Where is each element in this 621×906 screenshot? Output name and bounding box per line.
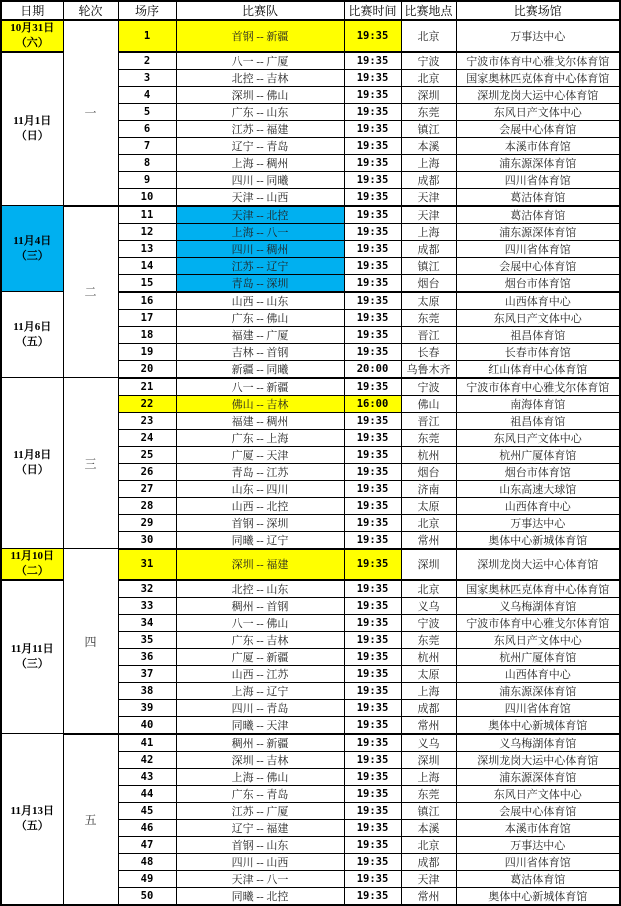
venue-cell: 奥体中心新城体育馆 xyxy=(456,887,620,905)
date-cell xyxy=(1,734,63,905)
venue-cell: 四川省体育馆 xyxy=(456,171,620,188)
city-cell: 镇江 xyxy=(401,120,456,137)
match-no-cell: 3 xyxy=(118,69,176,86)
teams-cell: 山西 -- 江苏 xyxy=(176,665,344,682)
city-cell: 宁波 xyxy=(401,614,456,631)
teams-cell: 八一 -- 新疆 xyxy=(176,378,344,396)
teams-cell: 天津 -- 山西 xyxy=(176,188,344,206)
date-text: 11月4日 xyxy=(13,234,52,247)
teams-cell: 广东 -- 佛山 xyxy=(176,309,344,326)
venue-cell: 东风日产文体中心 xyxy=(456,429,620,446)
teams-cell: 稠州 -- 首钢 xyxy=(176,597,344,614)
venue-cell: 国家奥林匹克体育中心体育馆 xyxy=(456,580,620,598)
teams-cell: 首钢 -- 深圳 xyxy=(176,514,344,531)
table-body xyxy=(1,20,620,905)
match-no-cell: 9 xyxy=(118,171,176,188)
time-cell: 19:35 xyxy=(344,549,401,580)
city-cell: 天津 xyxy=(401,206,456,224)
venue-cell: 烟台市体育馆 xyxy=(456,463,620,480)
weekday-text: （五） xyxy=(15,335,49,348)
city-cell: 深圳 xyxy=(401,751,456,768)
city-cell: 太原 xyxy=(401,497,456,514)
teams-cell: 首钢 -- 山东 xyxy=(176,836,344,853)
time-cell: 19:35 xyxy=(344,870,401,887)
match-no-cell: 28 xyxy=(118,497,176,514)
time-cell: 19:35 xyxy=(344,309,401,326)
city-cell: 北京 xyxy=(401,836,456,853)
match-no-cell: 41 xyxy=(118,734,176,752)
date-text: 11月6日 xyxy=(13,320,52,333)
header-city: 比赛地点 xyxy=(401,1,456,20)
venue-cell: 深圳龙岗大运中心体育馆 xyxy=(456,751,620,768)
match-no-cell: 34 xyxy=(118,614,176,631)
city-cell: 乌鲁木齐 xyxy=(401,360,456,378)
time-cell: 19:35 xyxy=(344,274,401,292)
venue-cell: 本溪市体育馆 xyxy=(456,819,620,836)
match-no-cell: 26 xyxy=(118,463,176,480)
time-cell: 19:35 xyxy=(344,137,401,154)
city-cell: 本溪 xyxy=(401,819,456,836)
teams-cell: 同曦 -- 天津 xyxy=(176,716,344,734)
city-cell: 上海 xyxy=(401,768,456,785)
venue-cell: 山西体育中心 xyxy=(456,497,620,514)
date-text: 11月8日 xyxy=(13,449,52,462)
time-cell: 19:35 xyxy=(344,682,401,699)
city-cell: 东莞 xyxy=(401,103,456,120)
date-cell xyxy=(1,52,63,206)
city-cell: 深圳 xyxy=(401,86,456,103)
match-no-cell: 27 xyxy=(118,480,176,497)
teams-cell: 八一 -- 广厦 xyxy=(176,52,344,70)
teams-cell: 上海 -- 稠州 xyxy=(176,154,344,171)
city-cell: 晋江 xyxy=(401,326,456,343)
match-no-cell: 16 xyxy=(118,292,176,310)
weekday-text: （三） xyxy=(15,658,49,671)
city-cell: 杭州 xyxy=(401,648,456,665)
venue-cell: 山西体育中心 xyxy=(456,292,620,310)
time-cell: 19:35 xyxy=(344,292,401,310)
table-row xyxy=(1,20,620,52)
city-cell: 成都 xyxy=(401,240,456,257)
teams-cell: 四川 -- 青岛 xyxy=(176,699,344,716)
venue-cell: 深圳龙岗大运中心体育馆 xyxy=(456,86,620,103)
teams-cell: 稠州 -- 新疆 xyxy=(176,734,344,752)
date-cell xyxy=(1,580,63,734)
time-cell: 19:35 xyxy=(344,614,401,631)
time-cell: 19:35 xyxy=(344,699,401,716)
city-cell: 北京 xyxy=(401,580,456,598)
time-cell: 19:35 xyxy=(344,171,401,188)
venue-cell: 宁波市体育中心雅戈尔体育馆 xyxy=(456,378,620,396)
city-cell: 天津 xyxy=(401,188,456,206)
weekday-text: （六） xyxy=(15,36,49,49)
city-cell: 常州 xyxy=(401,887,456,905)
date-text: 11月1日 xyxy=(13,115,52,128)
city-cell: 天津 xyxy=(401,870,456,887)
match-no-cell: 4 xyxy=(118,86,176,103)
header-venue: 比赛场馆 xyxy=(456,1,620,20)
teams-cell: 八一 -- 佛山 xyxy=(176,614,344,631)
city-cell: 上海 xyxy=(401,682,456,699)
time-cell: 19:35 xyxy=(344,819,401,836)
teams-cell: 上海 -- 八一 xyxy=(176,223,344,240)
match-no-cell: 1 xyxy=(118,20,176,52)
city-cell: 镇江 xyxy=(401,802,456,819)
time-cell: 19:35 xyxy=(344,497,401,514)
venue-cell: 烟台市体育馆 xyxy=(456,274,620,292)
time-cell: 19:35 xyxy=(344,446,401,463)
teams-cell: 上海 -- 辽宁 xyxy=(176,682,344,699)
match-no-cell: 35 xyxy=(118,631,176,648)
teams-cell: 广东 -- 上海 xyxy=(176,429,344,446)
teams-cell: 江苏 -- 辽宁 xyxy=(176,257,344,274)
teams-cell: 四川 -- 山西 xyxy=(176,853,344,870)
match-no-cell: 48 xyxy=(118,853,176,870)
venue-cell: 长春市体育馆 xyxy=(456,343,620,360)
match-no-cell: 31 xyxy=(118,549,176,580)
match-no-cell: 22 xyxy=(118,395,176,412)
time-cell: 19:35 xyxy=(344,154,401,171)
table-header xyxy=(1,1,620,20)
time-cell: 19:35 xyxy=(344,716,401,734)
city-cell: 宁波 xyxy=(401,378,456,396)
time-cell: 19:35 xyxy=(344,785,401,802)
venue-cell: 浦东源深体育馆 xyxy=(456,768,620,785)
match-no-cell: 14 xyxy=(118,257,176,274)
city-cell: 宁波 xyxy=(401,52,456,70)
date-cell xyxy=(1,378,63,549)
teams-cell: 广厦 -- 新疆 xyxy=(176,648,344,665)
match-no-cell: 19 xyxy=(118,343,176,360)
time-cell: 19:35 xyxy=(344,188,401,206)
teams-cell: 首钢 -- 新疆 xyxy=(176,20,344,52)
time-cell: 19:35 xyxy=(344,580,401,598)
match-no-cell: 12 xyxy=(118,223,176,240)
match-no-cell: 13 xyxy=(118,240,176,257)
teams-cell: 天津 -- 八一 xyxy=(176,870,344,887)
header-row xyxy=(1,1,620,20)
teams-cell: 青岛 -- 江苏 xyxy=(176,463,344,480)
time-cell: 19:35 xyxy=(344,836,401,853)
weekday-text: （日） xyxy=(15,464,49,477)
teams-cell: 江苏 -- 广厦 xyxy=(176,802,344,819)
teams-cell: 同曦 -- 辽宁 xyxy=(176,531,344,549)
teams-cell: 天津 -- 北控 xyxy=(176,206,344,224)
venue-cell: 东风日产文体中心 xyxy=(456,631,620,648)
time-cell: 19:35 xyxy=(344,412,401,429)
venue-cell: 祖昌体育馆 xyxy=(456,412,620,429)
date-text: 11月10日 xyxy=(10,550,54,563)
city-cell: 太原 xyxy=(401,292,456,310)
table-row xyxy=(1,549,620,580)
time-cell: 19:35 xyxy=(344,648,401,665)
city-cell: 义乌 xyxy=(401,734,456,752)
teams-cell: 辽宁 -- 青岛 xyxy=(176,137,344,154)
date-cell xyxy=(1,20,63,52)
time-cell: 19:35 xyxy=(344,20,401,52)
venue-cell: 四川省体育馆 xyxy=(456,699,620,716)
teams-cell: 四川 -- 同曦 xyxy=(176,171,344,188)
teams-cell: 广东 -- 青岛 xyxy=(176,785,344,802)
venue-cell: 义乌梅湖体育馆 xyxy=(456,597,620,614)
teams-cell: 青岛 -- 深圳 xyxy=(176,274,344,292)
venue-cell: 会展中心体育馆 xyxy=(456,120,620,137)
venue-cell: 东风日产文体中心 xyxy=(456,103,620,120)
venue-cell: 万事达中心 xyxy=(456,514,620,531)
teams-cell: 吉林 -- 首钢 xyxy=(176,343,344,360)
venue-cell: 红山体育中心体育馆 xyxy=(456,360,620,378)
venue-cell: 葛沽体育馆 xyxy=(456,188,620,206)
time-cell: 19:35 xyxy=(344,768,401,785)
teams-cell: 广厦 -- 天津 xyxy=(176,446,344,463)
venue-cell: 东风日产文体中心 xyxy=(456,785,620,802)
time-cell: 19:35 xyxy=(344,665,401,682)
time-cell: 19:35 xyxy=(344,86,401,103)
venue-cell: 国家奥林匹克体育中心体育馆 xyxy=(456,69,620,86)
time-cell: 19:35 xyxy=(344,69,401,86)
venue-cell: 四川省体育馆 xyxy=(456,853,620,870)
venue-cell: 东风日产文体中心 xyxy=(456,309,620,326)
venue-cell: 会展中心体育馆 xyxy=(456,257,620,274)
table-row xyxy=(1,378,620,396)
date-cell xyxy=(1,292,63,378)
venue-cell: 浦东源深体育馆 xyxy=(456,154,620,171)
match-no-cell: 7 xyxy=(118,137,176,154)
venue-cell: 奥体中心新城体育馆 xyxy=(456,716,620,734)
header-match-no: 场序 xyxy=(118,1,176,20)
teams-cell: 福建 -- 广厦 xyxy=(176,326,344,343)
teams-cell: 佛山 -- 吉林 xyxy=(176,395,344,412)
match-no-cell: 33 xyxy=(118,597,176,614)
venue-cell: 会展中心体育馆 xyxy=(456,802,620,819)
weekday-text: （日） xyxy=(15,129,49,142)
round-cell: 一 xyxy=(63,20,118,206)
weekday-text: （三） xyxy=(15,249,49,262)
match-no-cell: 18 xyxy=(118,326,176,343)
match-no-cell: 47 xyxy=(118,836,176,853)
match-no-cell: 49 xyxy=(118,870,176,887)
teams-cell: 四川 -- 稠州 xyxy=(176,240,344,257)
city-cell: 深圳 xyxy=(401,549,456,580)
match-no-cell: 50 xyxy=(118,887,176,905)
city-cell: 成都 xyxy=(401,171,456,188)
round-cell: 二 xyxy=(63,206,118,378)
weekday-text: （二） xyxy=(15,565,49,578)
match-no-cell: 30 xyxy=(118,531,176,549)
venue-cell: 南海体育馆 xyxy=(456,395,620,412)
match-no-cell: 2 xyxy=(118,52,176,70)
teams-cell: 北控 -- 山东 xyxy=(176,580,344,598)
date-text: 11月11日 xyxy=(10,643,54,656)
time-cell: 19:35 xyxy=(344,378,401,396)
city-cell: 烟台 xyxy=(401,274,456,292)
city-cell: 北京 xyxy=(401,69,456,86)
round-cell: 三 xyxy=(63,378,118,549)
round-cell: 五 xyxy=(63,734,118,905)
city-cell: 晋江 xyxy=(401,412,456,429)
time-cell: 19:35 xyxy=(344,853,401,870)
header-date: 日期 xyxy=(1,1,63,20)
time-cell: 19:35 xyxy=(344,734,401,752)
city-cell: 杭州 xyxy=(401,446,456,463)
weekday-text: （五） xyxy=(15,820,49,833)
city-cell: 东莞 xyxy=(401,785,456,802)
match-no-cell: 39 xyxy=(118,699,176,716)
city-cell: 上海 xyxy=(401,223,456,240)
venue-cell: 葛沽体育馆 xyxy=(456,206,620,224)
city-cell: 烟台 xyxy=(401,463,456,480)
match-no-cell: 42 xyxy=(118,751,176,768)
match-no-cell: 44 xyxy=(118,785,176,802)
venue-cell: 山东高速大球馆 xyxy=(456,480,620,497)
match-no-cell: 29 xyxy=(118,514,176,531)
time-cell: 19:35 xyxy=(344,751,401,768)
venue-cell: 四川省体育馆 xyxy=(456,240,620,257)
time-cell: 19:35 xyxy=(344,120,401,137)
city-cell: 北京 xyxy=(401,20,456,52)
city-cell: 东莞 xyxy=(401,429,456,446)
teams-cell: 福建 -- 稠州 xyxy=(176,412,344,429)
date-text: 10月31日 xyxy=(10,22,55,34)
time-cell: 19:35 xyxy=(344,429,401,446)
match-no-cell: 8 xyxy=(118,154,176,171)
venue-cell: 本溪市体育馆 xyxy=(456,137,620,154)
table-row xyxy=(1,734,620,752)
match-no-cell: 25 xyxy=(118,446,176,463)
venue-cell: 浦东源深体育馆 xyxy=(456,682,620,699)
table-row xyxy=(1,206,620,224)
city-cell: 镇江 xyxy=(401,257,456,274)
match-no-cell: 15 xyxy=(118,274,176,292)
match-no-cell: 46 xyxy=(118,819,176,836)
teams-cell: 广东 -- 吉林 xyxy=(176,631,344,648)
time-cell: 19:35 xyxy=(344,480,401,497)
venue-cell: 万事达中心 xyxy=(456,20,620,52)
city-cell: 东莞 xyxy=(401,309,456,326)
date-cell xyxy=(1,549,63,580)
match-no-cell: 38 xyxy=(118,682,176,699)
match-no-cell: 36 xyxy=(118,648,176,665)
time-cell: 19:35 xyxy=(344,103,401,120)
time-cell: 19:35 xyxy=(344,531,401,549)
match-no-cell: 23 xyxy=(118,412,176,429)
teams-cell: 深圳 -- 福建 xyxy=(176,549,344,580)
teams-cell: 深圳 -- 吉林 xyxy=(176,751,344,768)
time-cell: 16:00 xyxy=(344,395,401,412)
time-cell: 19:35 xyxy=(344,597,401,614)
teams-cell: 江苏 -- 福建 xyxy=(176,120,344,137)
city-cell: 北京 xyxy=(401,514,456,531)
venue-cell: 葛沽体育馆 xyxy=(456,870,620,887)
teams-cell: 广东 -- 山东 xyxy=(176,103,344,120)
venue-cell: 浦东源深体育馆 xyxy=(456,223,620,240)
match-no-cell: 40 xyxy=(118,716,176,734)
venue-cell: 深圳龙岗大运中心体育馆 xyxy=(456,549,620,580)
venue-cell: 祖昌体育馆 xyxy=(456,326,620,343)
city-cell: 常州 xyxy=(401,531,456,549)
match-no-cell: 24 xyxy=(118,429,176,446)
teams-cell: 新疆 -- 同曦 xyxy=(176,360,344,378)
time-cell: 19:35 xyxy=(344,206,401,224)
teams-cell: 山西 -- 山东 xyxy=(176,292,344,310)
time-cell: 19:35 xyxy=(344,514,401,531)
match-no-cell: 6 xyxy=(118,120,176,137)
teams-cell: 北控 -- 吉林 xyxy=(176,69,344,86)
time-cell: 19:35 xyxy=(344,631,401,648)
time-cell: 19:35 xyxy=(344,802,401,819)
venue-cell: 义乌梅湖体育馆 xyxy=(456,734,620,752)
city-cell: 济南 xyxy=(401,480,456,497)
time-cell: 19:35 xyxy=(344,887,401,905)
venue-cell: 宁波市体育中心雅戈尔体育馆 xyxy=(456,52,620,70)
time-cell: 19:35 xyxy=(344,240,401,257)
city-cell: 成都 xyxy=(401,699,456,716)
header-teams: 比赛队 xyxy=(176,1,344,20)
header-round: 轮次 xyxy=(63,1,118,20)
match-no-cell: 20 xyxy=(118,360,176,378)
time-cell: 19:35 xyxy=(344,223,401,240)
city-cell: 佛山 xyxy=(401,395,456,412)
time-cell: 19:35 xyxy=(344,463,401,480)
city-cell: 上海 xyxy=(401,154,456,171)
city-cell: 义乌 xyxy=(401,597,456,614)
venue-cell: 奥体中心新城体育馆 xyxy=(456,531,620,549)
date-cell xyxy=(1,206,63,292)
venue-cell: 杭州广厦体育馆 xyxy=(456,446,620,463)
city-cell: 成都 xyxy=(401,853,456,870)
venue-cell: 万事达中心 xyxy=(456,836,620,853)
teams-cell: 山西 -- 北控 xyxy=(176,497,344,514)
city-cell: 本溪 xyxy=(401,137,456,154)
time-cell: 19:35 xyxy=(344,257,401,274)
match-no-cell: 32 xyxy=(118,580,176,598)
venue-cell: 宁波市体育中心雅戈尔体育馆 xyxy=(456,614,620,631)
match-no-cell: 37 xyxy=(118,665,176,682)
venue-cell: 山西体育中心 xyxy=(456,665,620,682)
teams-cell: 山东 -- 四川 xyxy=(176,480,344,497)
time-cell: 19:35 xyxy=(344,343,401,360)
city-cell: 长春 xyxy=(401,343,456,360)
teams-cell: 同曦 -- 北控 xyxy=(176,887,344,905)
date-text: 11月13日 xyxy=(10,805,54,818)
match-no-cell: 17 xyxy=(118,309,176,326)
match-no-cell: 5 xyxy=(118,103,176,120)
city-cell: 常州 xyxy=(401,716,456,734)
time-cell: 19:35 xyxy=(344,52,401,70)
venue-cell: 杭州广厦体育馆 xyxy=(456,648,620,665)
teams-cell: 上海 -- 佛山 xyxy=(176,768,344,785)
match-no-cell: 43 xyxy=(118,768,176,785)
match-no-cell: 21 xyxy=(118,378,176,396)
time-cell: 20:00 xyxy=(344,360,401,378)
city-cell: 东莞 xyxy=(401,631,456,648)
teams-cell: 辽宁 -- 福建 xyxy=(176,819,344,836)
header-time: 比赛时间 xyxy=(344,1,401,20)
round-cell: 四 xyxy=(63,549,118,734)
time-cell: 19:35 xyxy=(344,326,401,343)
match-no-cell: 45 xyxy=(118,802,176,819)
match-no-cell: 10 xyxy=(118,188,176,206)
teams-cell: 深圳 -- 佛山 xyxy=(176,86,344,103)
match-no-cell: 11 xyxy=(118,206,176,224)
city-cell: 太原 xyxy=(401,665,456,682)
